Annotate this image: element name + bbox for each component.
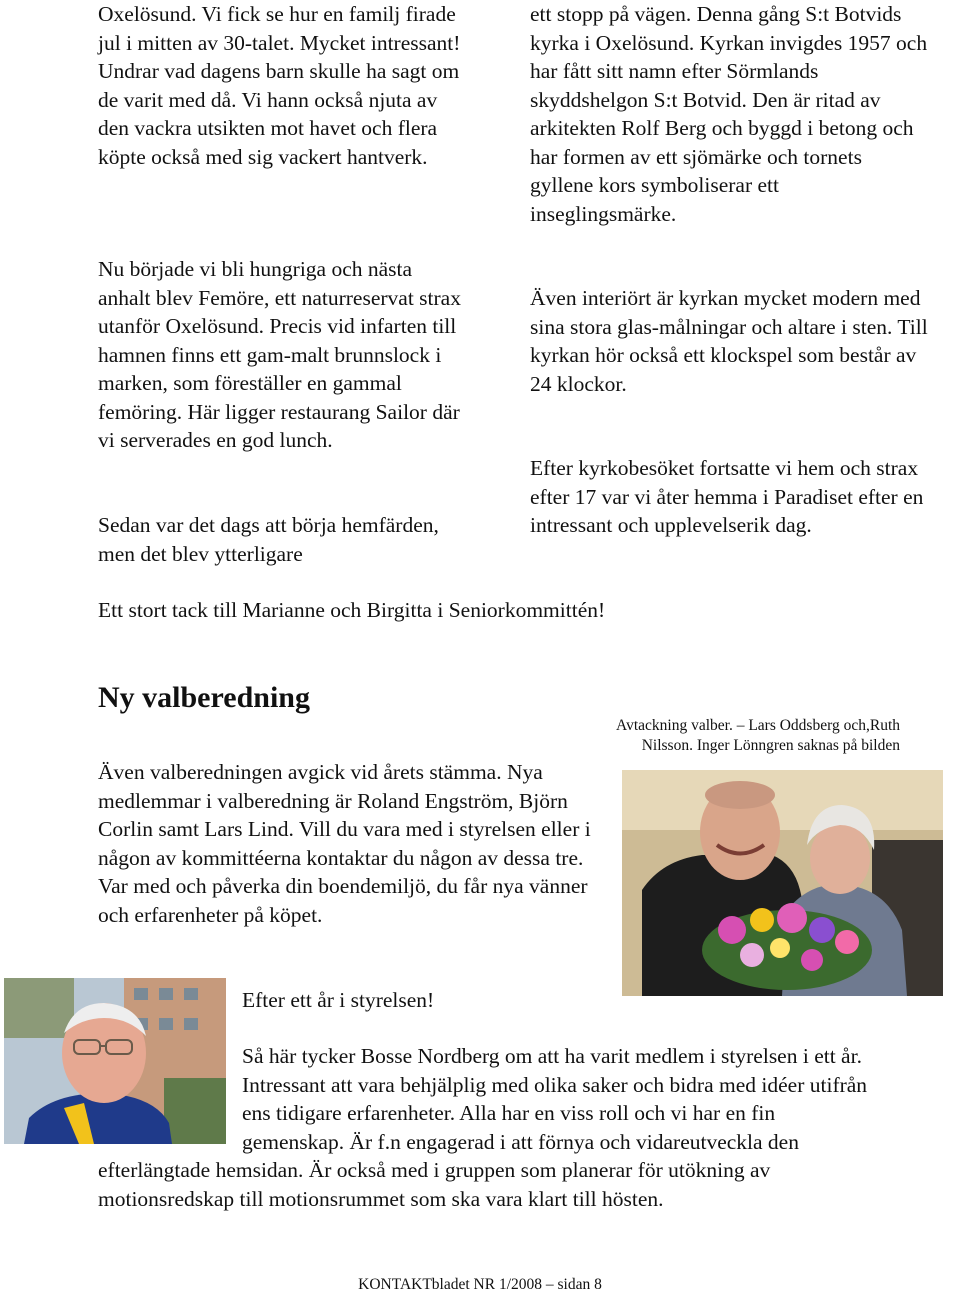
valberedning-photo xyxy=(622,770,943,996)
bosse-photo xyxy=(4,978,226,1144)
caption-line-1: Avtackning valber. – Lars Oddsberg och,Ruth xyxy=(616,717,900,734)
page-footer: KONTAKTbladet NR 1/2008 – sidan 8 xyxy=(358,1276,602,1293)
right-col-paragraph-2: Även interiört är kyrkan mycket modern med sina stora glas-målningar och altare i sten. Till kyrkan hör också ett klockspel som består av 24 klockor. xyxy=(530,286,928,396)
styrelsen-body-line-6: motionsredskap till motionsrummet som ska vara klart till hösten. xyxy=(98,1187,664,1211)
photo-caption xyxy=(560,716,900,756)
section-heading-valberedning: Ny valberedning xyxy=(98,681,310,714)
right-col-paragraph-3: Efter kyrkobesöket fortsatte vi hem och strax efter 17 var vi åter hemma i Paradiset efter en intressant och upplevelserik dag. xyxy=(530,456,924,537)
styrelsen-body-line-5: efterlängtade hemsidan. Är också med i gruppen som planerar för utökning av xyxy=(98,1158,771,1182)
styrelsen-title: Efter ett år i styrelsen! xyxy=(242,988,435,1012)
styrelsen-body-line-4: gemenskap. Är f.n engagerad i att förnya och vidareutveckla den xyxy=(242,1130,799,1154)
styrelsen-body-line-2: Intressant att vara behjälplig med olika saker och bidra med idéer utifrån xyxy=(242,1073,868,1097)
left-col-paragraph-2: Nu började vi bli hungriga och nästa anhalt blev Femöre, ett naturreservat strax utanför Oxelösund. Precis vid infarten till hamnen finns ett gam-malt brunnslock i marken, som föreställer en gammal femöring. Här ligger restaurang Sailor där vi serverades en god lunch. xyxy=(98,257,461,452)
caption-line-2: Nilsson. Inger Lönngren saknas på bilden xyxy=(641,737,900,754)
left-col-paragraph-1: Oxelösund. Vi fick se hur en familj firade jul i mitten av 30-talet. Mycket intressant! Undrar vad dagens barn skulle ha sagt om de varit med då. Vi hann också njuta av den vackra utsikten mot havet och flera köpte också med sig vackert hantverk. xyxy=(98,2,461,169)
left-col-paragraph-3: Sedan var det dags att börja hemfärden, men det blev ytterligare xyxy=(98,513,439,566)
styrelsen-body-line-1: Så här tycker Bosse Nordberg om att ha varit medlem i styrelsen i ett år. xyxy=(242,1044,862,1068)
styrelsen-body-line-3: ens tidigare erfarenheter. Alla har en viss roll och vi har en fin xyxy=(242,1101,776,1125)
valberedning-body: Även valberedningen avgick vid årets stämma. Nya medlemmar i valberedning är Roland Engström, Björn Corlin samt Lars Lind. Vill du vara med i styrelsen eller i någon av kommittéerna kontaktar du någon av dessa tre. Var med och påverka din boendemiljö, du får nya vänner och erfarenheter på köpet. xyxy=(98,760,591,927)
thanks-line: Ett stort tack till Marianne och Birgitta i Seniorkommittén! xyxy=(98,598,606,622)
right-col-paragraph-1: ett stopp på vägen. Denna gång S:t Botvids kyrka i Oxelösund. Kyrkan invigdes 1957 och har fått sitt namn efter Sörmlands skyddshelgon S:t Botvid. Den är ritad av arkitekten Rolf Berg och byggd i betong och har formen av ett sjömärke och tornets gyllene kors symboliserar ett inseglingsmärke. xyxy=(530,2,928,226)
